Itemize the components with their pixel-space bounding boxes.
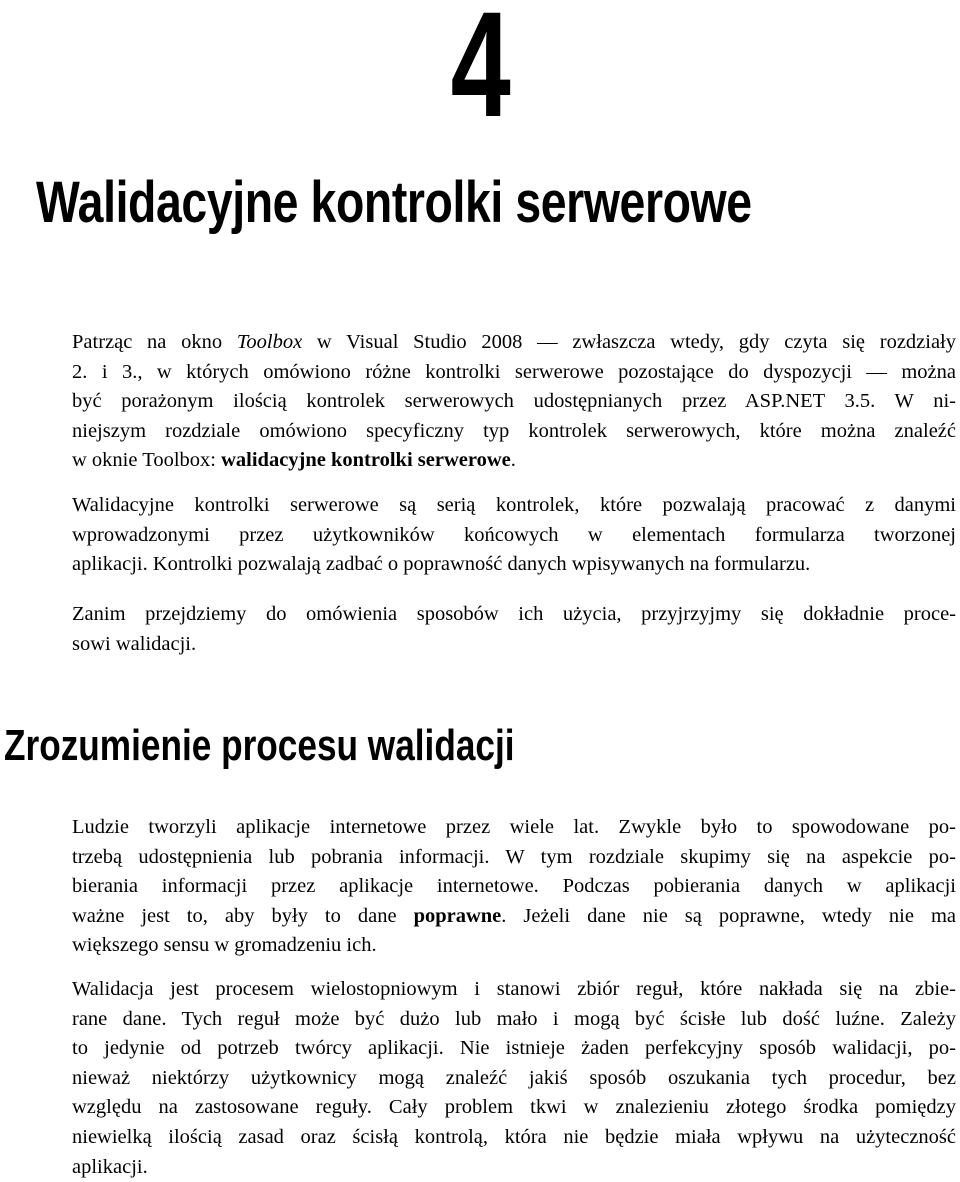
intro-paragraph-3 — [72, 600, 956, 659]
section-paragraph-2 — [72, 975, 956, 1182]
text-line: trzebą udostępnienia lub pobrania informacji. W tym rozdziale skupimy się na aspekcie po- — [72, 845, 956, 868]
text-line: 2. i 3., w których omówiono różne kontrolki serwerowe pozostające do dyspozycji — można — [72, 360, 956, 383]
intro-paragraph-1 — [72, 328, 956, 476]
text-line: aplikacji. — [72, 1155, 148, 1178]
text-line: niewielką ilością zasad oraz ścisłą kontrolą, która nie będzie miała wpływu na użyteczność — [72, 1125, 956, 1148]
text-line: ważne jest to, aby były to dane poprawne. Jeżeli dane nie są poprawne, wtedy nie ma — [72, 904, 956, 927]
bold-term: walidacyjne kontrolki serwerowe — [221, 449, 511, 472]
text-line: Ludzie tworzyli aplikacje internetowe przez wiele lat. Zwykle było to spowodowane po- — [72, 816, 956, 838]
text-line: Walidacja jest procesem wielostopniowym i stanowi zbiór reguł, które nakłada się na zbie- — [72, 978, 956, 1000]
text-line: Walidacyjne kontrolki serwerowe są serią kontrolek, które pozwalają pracować z danymi — [72, 494, 956, 516]
text-line: to jedynie od potrzeb twórcy aplikacji. Nie istnieje żaden perfekcyjny sposób walidacji, po- — [72, 1037, 956, 1060]
text-line: być porażonym ilością kontrolek serwerowych udostępnianych przez ASP.NET 3.5. W ni- — [72, 390, 956, 413]
text-line: aplikacji. Kontrolki pozwalają zadbać o poprawność danych wpisywanych na formularzu. — [72, 553, 811, 576]
text-line: rane dane. Tych reguł może być dużo lub mało i mogą być ścisłe lub dość luźne. Zależy — [72, 1007, 956, 1030]
text-line: bierania informacji przez aplikacje internetowe. Podczas pobierania danych w aplikacji — [72, 875, 956, 898]
text-line: względu na zastosowane reguły. Cały problem tkwi w znalezieniu złotego środka pomiędzy — [72, 1096, 956, 1119]
intro-paragraph-2 — [72, 491, 956, 580]
text-line: większego sensu w gromadzeniu ich. — [72, 934, 377, 957]
section-paragraph-1 — [72, 813, 956, 961]
text-line: niejszym rozdziale omówiono specyficzny typ kontrolek serwerowych, które można znaleźć — [72, 419, 956, 442]
chapter-title: Walidacyjne kontrolki serwerowe — [36, 170, 752, 235]
bold-term: poprawne — [413, 904, 502, 927]
text-line: Patrząc na okno Toolbox w Visual Studio 2008 — zwłaszcza wtedy, gdy czyta się rozdziały — [72, 331, 957, 353]
section-title: Zrozumienie procesu walidacji — [4, 721, 515, 770]
text-line: sowi walidacji. — [72, 632, 197, 655]
toolbox-term: Toolbox — [236, 331, 303, 353]
text-line: w oknie Toolbox: walidacyjne kontrolki serwerowe. — [72, 449, 516, 472]
chapter-number: 4 — [450, 0, 510, 148]
text-line: nieważ niektórzy użytkownicy mogą znaleźć jakiś sposób oszukania tych procedur, bez — [72, 1066, 956, 1089]
text-line: wprowadzonymi przez użytkowników końcowych w elementach formularza tworzonej — [72, 523, 956, 546]
text-line: Zanim przejdziemy do omówienia sposobów ich użycia, przyjrzyjmy się dokładnie proce- — [72, 603, 956, 625]
